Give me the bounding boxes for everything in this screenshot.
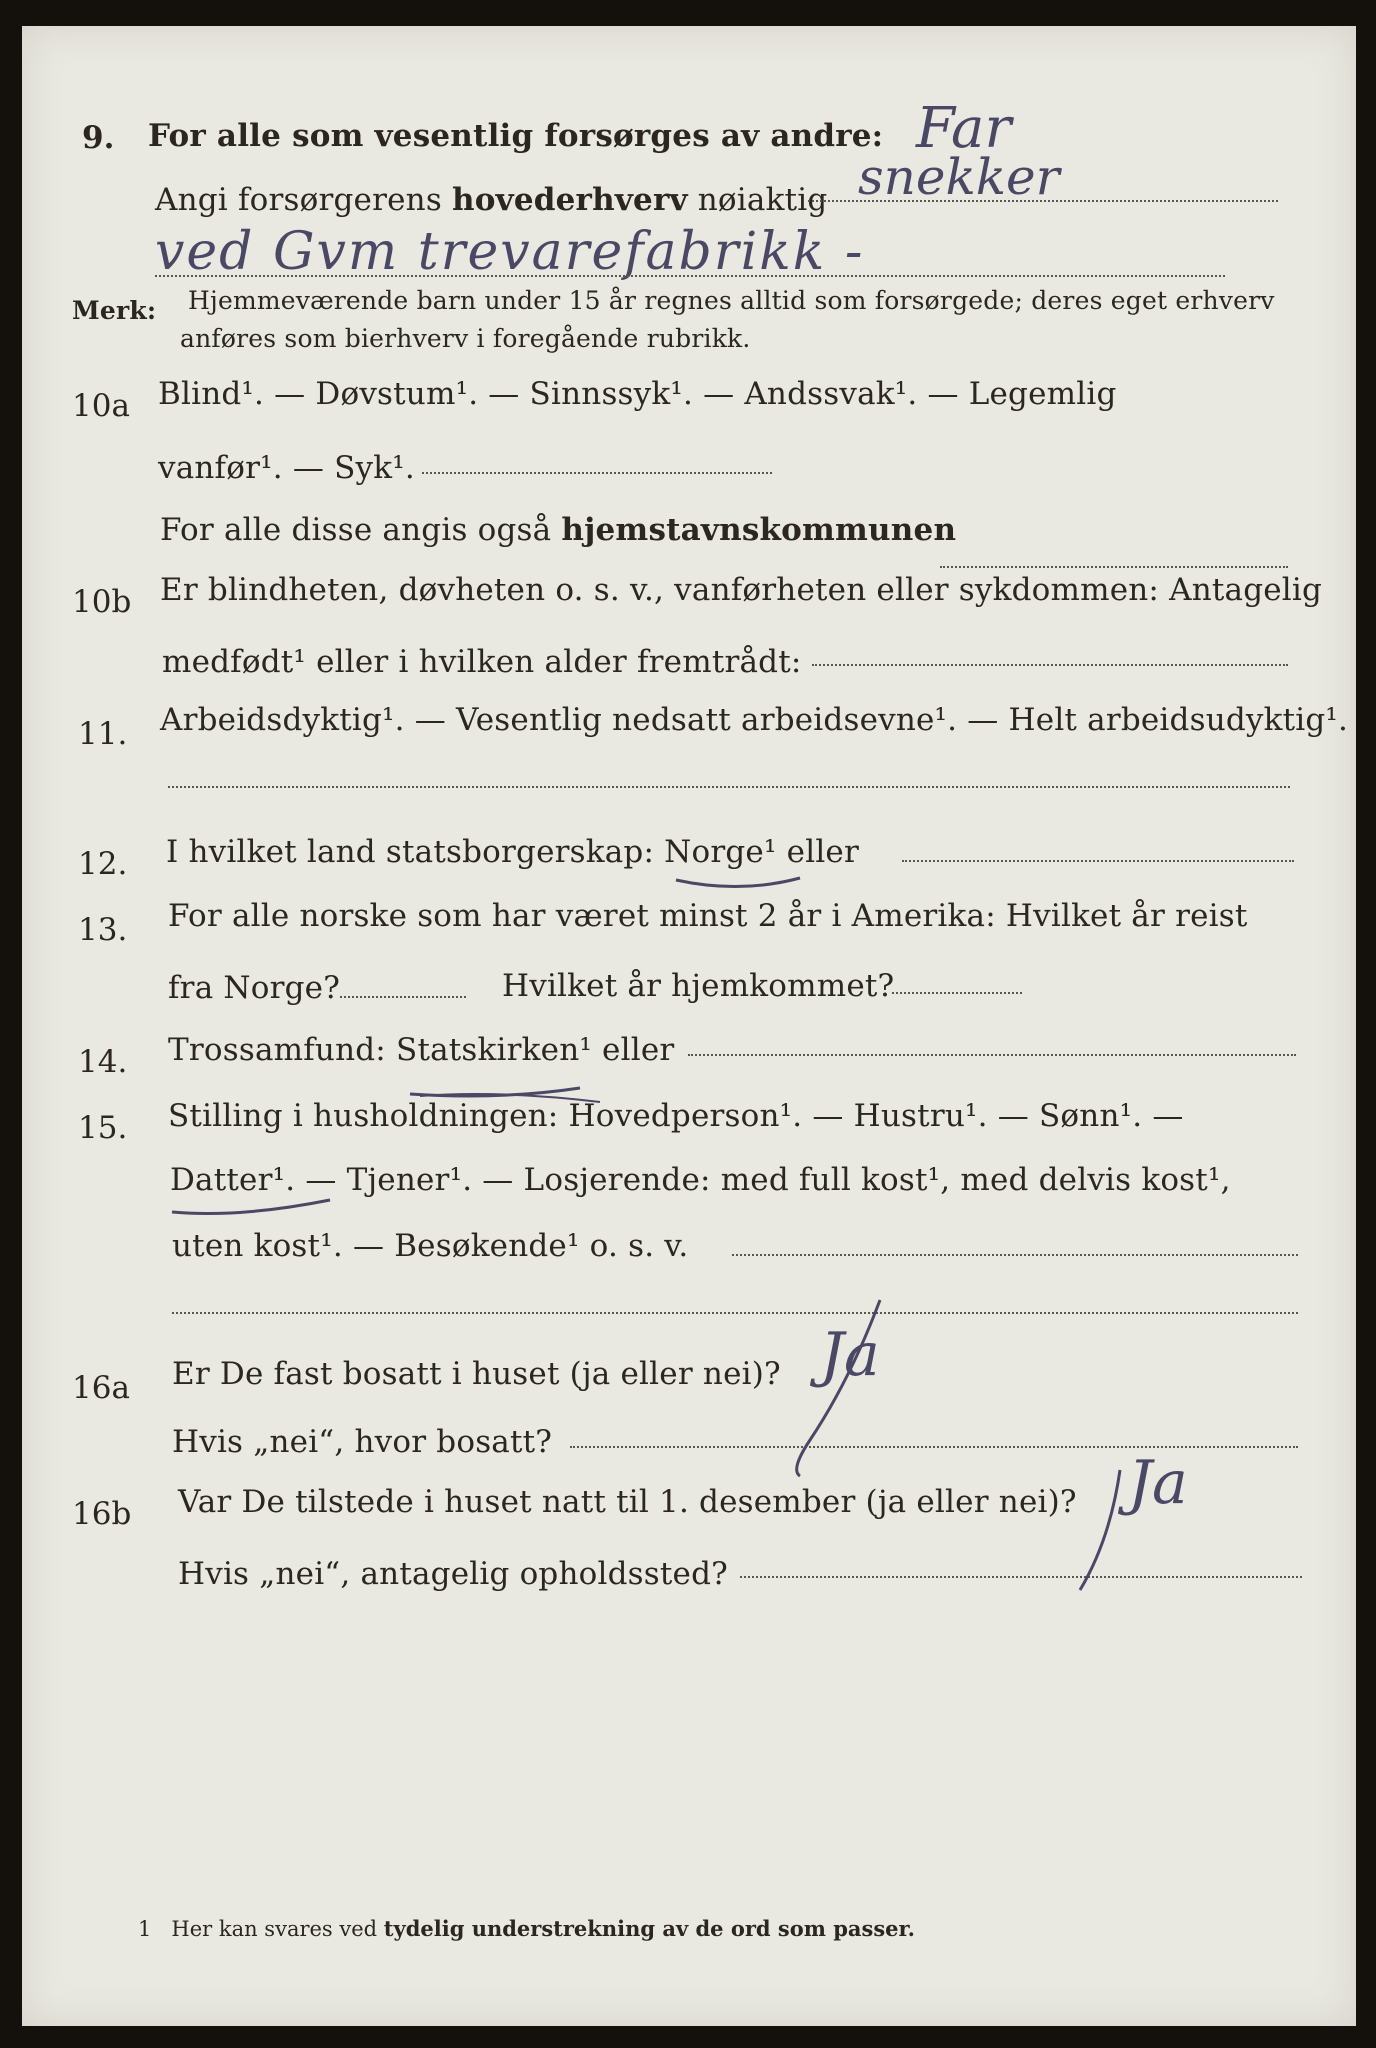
q11-line1: Arbeidsdyktig¹. — Vesentlig nedsatt arbeidsevne¹. — Helt arbeidsudyktig¹.	[160, 702, 1349, 738]
q12-line1: I hvilket land statsborgerskap: Norge¹ eller	[166, 834, 859, 870]
q9-answer-snekker: snekker	[858, 148, 1060, 206]
q13-reist-line	[340, 996, 466, 998]
q10b-line1: Er blindheten, døvheten o. s. v., vanførheten eller sykdommen: Antagelig	[160, 572, 1323, 608]
q10b-number: 10b	[72, 584, 132, 620]
q13-line1: For alle norske som har været minst 2 år i Amerika: Hvilket år reist	[168, 898, 1248, 934]
footnote-mark: 1	[138, 1917, 152, 1941]
q12-answer-line	[902, 860, 1294, 862]
q9-text-line1: For alle som vesentlig forsørges av andre:	[148, 118, 884, 154]
q15-number: 15.	[78, 1110, 128, 1146]
q10a-hjemstavn-line	[940, 566, 1288, 568]
q13-line2a: fra Norge?	[168, 970, 341, 1006]
q12-number: 12.	[78, 846, 128, 882]
q16a-line1: Er De fast bosatt i huset (ja eller nei)?	[172, 1356, 781, 1392]
merk-label: Merk:	[72, 296, 157, 325]
q16b-opholdssted-line	[740, 1576, 1302, 1578]
q10a-line1: Blind¹. — Døvstum¹. — Sinnssyk¹. — Andssvak¹. — Legemlig	[158, 376, 1117, 412]
q16a-line2: Hvis „nei“, hvor bosatt?	[172, 1424, 553, 1460]
q15-line1: Stilling i husholdningen: Hovedperson¹. — Hustru¹. — Sønn¹. —	[168, 1098, 1184, 1134]
q11-number: 11.	[78, 716, 128, 752]
q10a-line3: For alle disse angis også hjemstavnskommunen	[160, 512, 957, 548]
q13-line2b: Hvilket år hjemkommet?	[502, 968, 895, 1004]
q10b-line2: medfødt¹ eller i hvilken alder fremtrådt:	[162, 644, 802, 680]
q10b-answer-line	[812, 664, 1288, 666]
q11-answer-line	[168, 786, 1290, 788]
q13-hjemkommet-line	[892, 992, 1022, 994]
q14-number: 14.	[78, 1044, 128, 1080]
q15-answer-line2	[172, 1312, 1298, 1314]
merk-line1: Hjemmeværende barn under 15 år regnes alltid som forsørgede; deres eget erhverv	[188, 286, 1275, 315]
q9-answer-employer: ved Gvm trevarefabrikk -	[155, 222, 865, 282]
q16b-line1: Var De tilstede i huset natt til 1. desember (ja eller nei)?	[178, 1484, 1077, 1520]
merk-line2: anføres som bierhverv i foregående rubrikk.	[180, 324, 751, 353]
q16a-bosatt-line	[570, 1446, 1298, 1448]
q15-answer-line	[732, 1254, 1298, 1256]
q13-number: 13.	[78, 912, 128, 948]
q10a-syk-line	[422, 472, 772, 474]
q16b-answer-ja: Ja	[1128, 1448, 1188, 1518]
q10a-number: 10a	[72, 388, 130, 424]
q14-line1: Trossamfund: Statskirken¹ eller	[168, 1032, 675, 1068]
q9-answer-far: Far	[916, 96, 1012, 161]
q16a-answer-ja: Ja	[820, 1320, 880, 1390]
q16b-number: 16b	[72, 1496, 132, 1532]
q16b-line2: Hvis „nei“, antagelig opholdssted?	[178, 1556, 728, 1592]
q16a-number: 16a	[72, 1370, 130, 1406]
q9-number: 9.	[82, 120, 115, 156]
q10a-line2: vanfør¹. — Syk¹.	[158, 450, 415, 486]
q15-line3: uten kost¹. — Besøkende¹ o. s. v.	[172, 1228, 689, 1264]
q15-line2: Datter¹. — Tjener¹. — Losjerende: med full kost¹, med delvis kost¹,	[170, 1162, 1231, 1198]
footnote: 1 Her kan svares ved tydelig understrekning av de ord som passer.	[138, 1916, 915, 1941]
q9-text-line2: Angi forsørgerens hovederhverv nøiaktig	[155, 182, 828, 218]
q9-answer-line2	[155, 275, 1225, 277]
q14-answer-line	[688, 1054, 1296, 1056]
